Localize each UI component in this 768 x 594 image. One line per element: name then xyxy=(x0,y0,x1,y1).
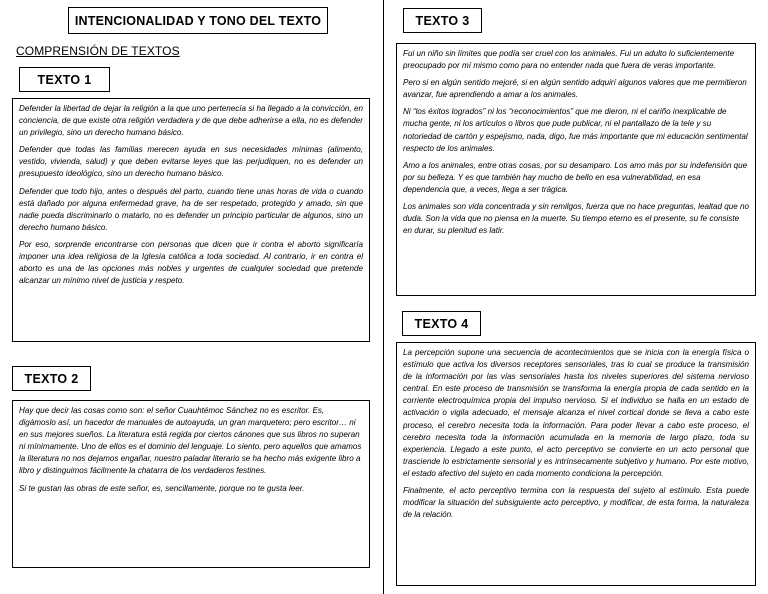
texto3-paragraph-1: Fui un niño sin límites que podía ser cruel con los animales. Fui un adulto lo suficientemente preocupado por mí mismo como para no entender nada que fuera de veras importante. xyxy=(403,49,735,71)
texto1-paragraph-4: Por eso, sorprende encontrarse con personas que dicen que ir contra el aborto significaría imponer una idea religiosa de la Iglesia católica a toda sociedad. Al contrario, ir en contra el aborto es una de las opciones más nobles y urgentes de cualquier sociedad que pretende alcanzar un mínimo nivel de justicia y respeto. xyxy=(19,239,363,286)
texto2-paragraph-2: Si te gustan las obras de este señor, es, sencillamente, porque no te gusta leer. xyxy=(19,483,305,493)
texto3-paragraph-2: Pero si en algún sentido mejoré, si en algún sentido adquirí algunos valores que me permitieron avanzar, fue aprendiendo a amar a los animales. xyxy=(403,78,747,100)
texto2-paragraph-1: Hay que decir las cosas como son: el señor Cuauhtémoc Sánchez no es escritor. Es, digámoslo así, un hacedor de manuales de autoayuda, un gran marquetero; pero escritor… ni en sus mejores sueños. La literatura está regida por ciertos cánones que sus libros no superan ni mínimamente. Uno de ellos es el dominio del lenguaje. Lo siento, pero aquellos que amamos la literatura no nos dejamos engañar, nuestro paladar literario se ha hecho más exigente libro a libro y distinguimos fácilmente la chatarra de los verdaderos festines. xyxy=(19,406,362,476)
texto4-label: TEXTO 4 xyxy=(402,311,481,336)
texto2-box xyxy=(12,400,370,568)
page-title: INTENCIONALIDAD Y TONO DEL TEXTO xyxy=(68,7,328,34)
texto1-paragraph-3: Defender que todo hijo, antes o después del parto, cuando tiene unas horas de vida o cuando está dañado por alguna enfermedad grave, ha de ser respetado, protegido y amado, sin que nadie pueda discriminarlo o matarlo, no es defender un principio particular de algunos, sino un derecho humano básico. xyxy=(19,186,363,232)
texto4-box xyxy=(396,342,756,586)
texto3-box xyxy=(396,43,756,296)
texto3-label: TEXTO 3 xyxy=(403,8,482,33)
texto4-paragraph-1: La percepción supone una secuencia de acontecimientos que se inicia con la energía física o estímulo que activa los diversos receptores sensoriales, tras lo cual se produce la transmisión de la información por las vías sensoriales hasta los niveles superiores del sistema nervioso central. En este proceso de transmisión se transforma la energía propia de cada sentido en la corriente electroquímica propia del impulso nervioso. Si el individuo se halla en un estado de activación o vigila adecuado, el mensaje alcanza el nivel cortical donde se lleva a cabo este proceso, el cerebro necesita toda la información. Para poder llevar a cabo este proceso, el cerebro necesita toda la información acumulada en la memoria de largo plazo, toda su experiencia. Llegado a este punto, el acto perceptivo se convierte en un acto personal que trasciende lo estrictamente sensorial y es intrínsecamente subjetivo y humano. Por este motivo, el estado afectivo del sujeto en cada momento condiciona la percepción. xyxy=(403,348,749,478)
texto1-paragraph-2: Defender que todas las familias merecen ayuda en sus necesidades mínimas (alimento, vestido, vivienda, salud) y que deben evitarse leyes que las perjudiquen, no es defender un presupuesto ideológico, sino un derecho humano básico. xyxy=(19,145,363,179)
texto3-paragraph-4: Amo a los animales, entre otras cosas, por su desamparo. Los amo más por su indefensión que por su belleza. Y es que también hay mucho de bello en esa vulnerabilidad, en esa dependencia que, a veces, llega a ser trágica. xyxy=(403,160,748,194)
texto3-paragraph-3: Ni “los éxitos logrados” ni los “reconocimientos” que me dieron, ni el cariño inexplicable de mucha gente, ni los artículos o libros que pude publicar, ni el pantallazo de la tele y su notoriedad de cartón y espejismo, nada, digo, fue más importante que mi educación sentimental respecto de los animales. xyxy=(403,107,748,153)
texto3-paragraph-5: Los animales son vida concentrada y sin remilgos, fuerza que no hace preguntas, lealtad que no duda. Son la vida que no piensa en la muerte. Su tiempo eterno es el presente, su fe consiste en durar, su plenitud es latir. xyxy=(403,202,749,236)
texto2-label: TEXTO 2 xyxy=(12,366,91,391)
texto1-paragraph-1: Defender la libertad de dejar la religión a la que uno pertenecía si ha llegado a la convicción, en conciencia, de que existe otra religión verdadera y de que debe adherirse a ella, no es defender un privilegio, sino un derecho humano básico. xyxy=(19,104,363,138)
section-subtitle: COMPRENSIÓN DE TEXTOS xyxy=(16,44,180,58)
texto1-label: TEXTO 1 xyxy=(19,67,110,92)
column-divider xyxy=(383,0,384,594)
texto1-box xyxy=(12,98,370,342)
texto4-paragraph-2: Finalmente, el acto perceptivo termina con la respuesta del sujeto al estímulo. Esta puede modificar la situación del subsiguiente acto perceptivo, y modificar, de esta forma, la naturaleza de la relación. xyxy=(403,486,749,520)
